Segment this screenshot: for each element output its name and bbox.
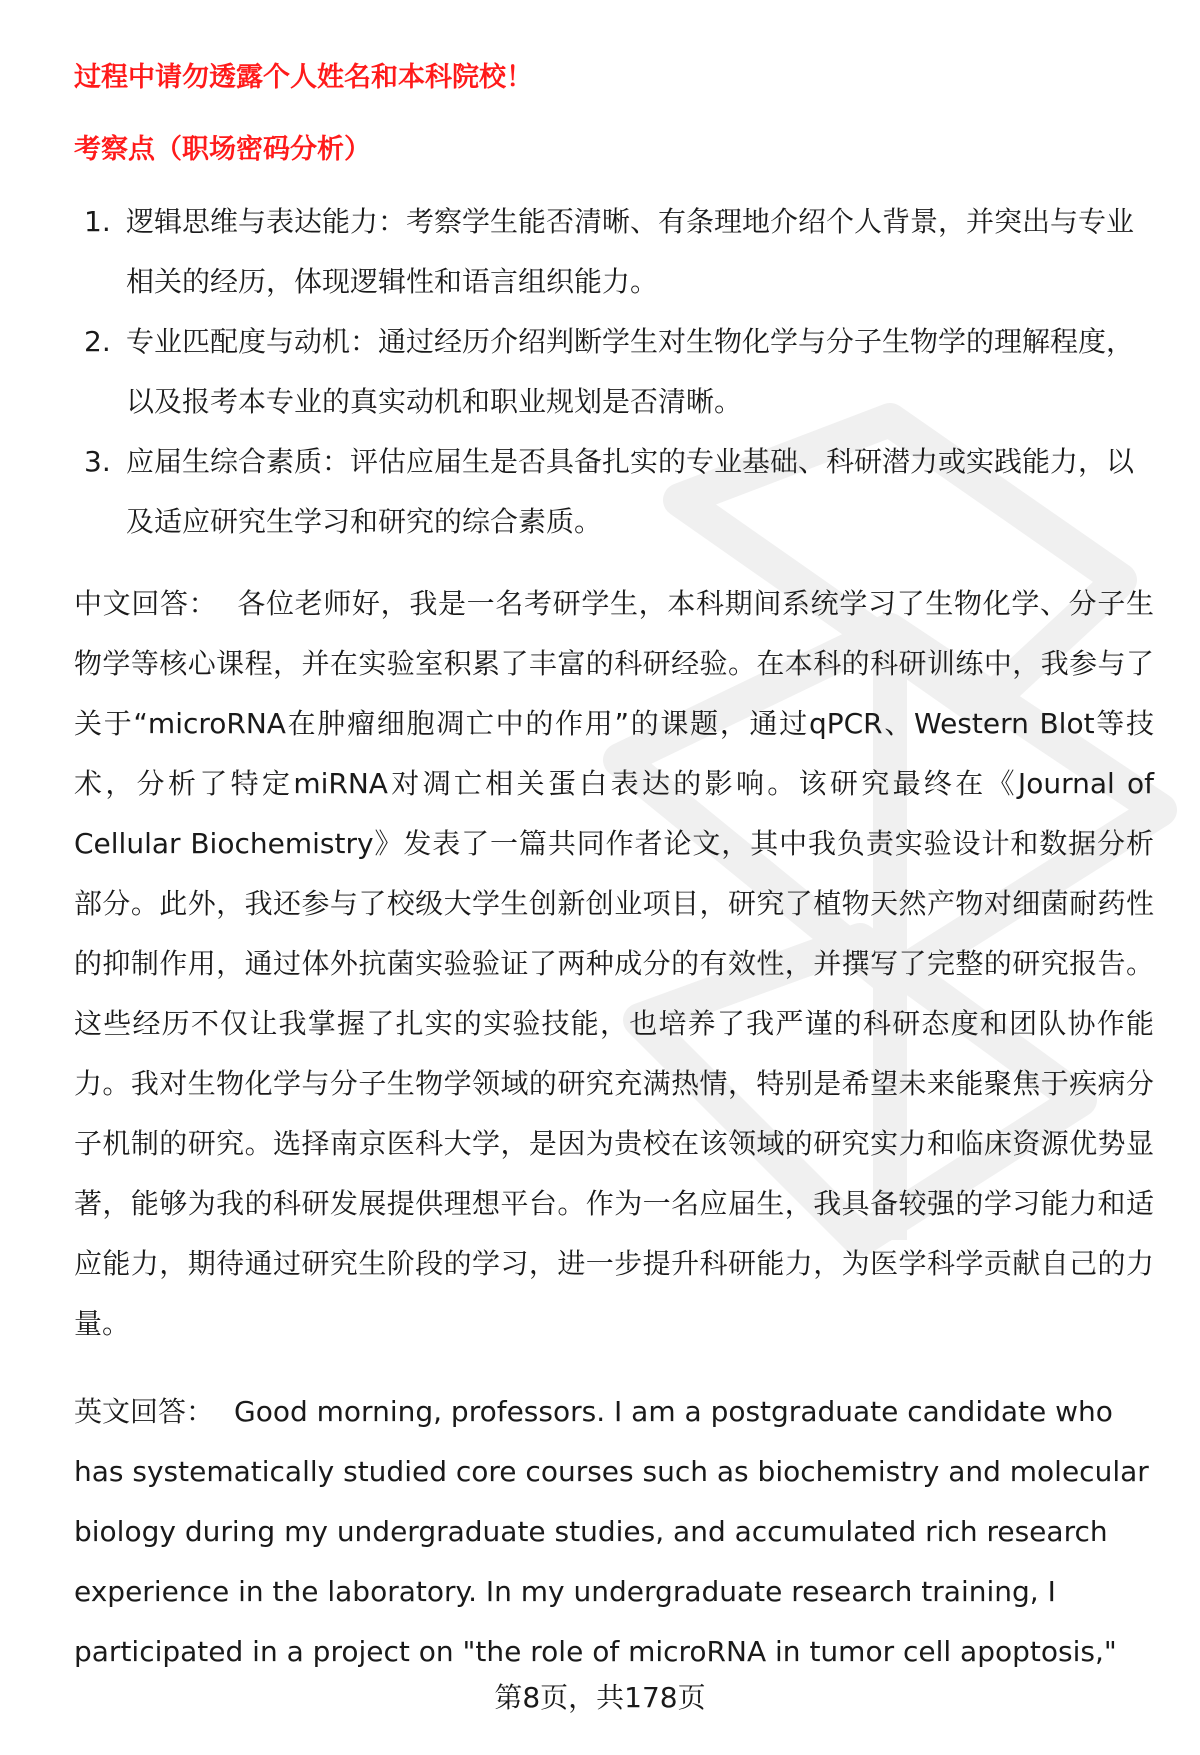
assessment-points-list (74, 192, 1154, 552)
list-item (74, 192, 1154, 312)
english-answer-label: 英文回答： (74, 1395, 215, 1428)
list-item-text: 应届生综合素质：评估应届生是否具备扎实的专业基础、科研潜力或实践能力，以及适应研究生学习和研究的综合素质。 (126, 445, 1135, 538)
list-item (74, 432, 1154, 552)
chinese-answer-text: 各位老师好，我是一名考研学生，本科期间系统学习了生物化学、分子生物学等核心课程，并在实验室积累了丰富的科研经验。在本科的科研训练中，我参与了关于“microRNA在肿瘤细胞凋亡中的作用”的课题，通过qPCR、Western Blot等技术，分析了特定miRNA对凋亡相关蛋白表达的影响。该研究最终在《Journal of Cellular Biochemistry》发表了一篇共同作者论文，其中我负责实验设计和数据分析部分。此外，我还参与了校级大学生创新创业项目，研究了植物天然产物对细菌耐药性的抑制作用，通过体外抗菌实验验证了两种成分的有效性，并撰写了完整的研究报告。这些经历不仅让我掌握了扎实的实验技能，也培养了我严谨的科研态度和团队协作能力。我对生物化学与分子生物学领域的研究充满热情，特别是希望未来能聚焦于疾病分子机制的研究。选择南京医科大学，是因为贵校在该领域的研究实力和临床资源优势显著，能够为我的科研发展提供理想平台。作为一名应届生，我具备较强的学习能力和适应能力，期待通过研究生阶段的学习，进一步提升科研能力，为医学科学贡献自己的力量。 (74, 587, 1154, 1340)
chinese-answer-paragraph (74, 574, 1154, 1354)
chinese-answer-label: 中文回答： (74, 587, 218, 620)
english-answer-paragraph (74, 1382, 1154, 1682)
list-item-number: 1. (84, 205, 111, 238)
privacy-warning: 过程中请勿透露个人姓名和本科院校！ (74, 62, 533, 93)
document-content (74, 58, 1154, 1682)
list-item-text: 专业匹配度与动机：通过经历介绍判断学生对生物化学与分子生物学的理解程度，以及报考本专业的真实动机和职业规划是否清晰。 (126, 325, 1135, 418)
list-item-text: 逻辑思维与表达能力：考察学生能否清晰、有条理地介绍个人背景，并突出与专业相关的经历，体现逻辑性和语言组织能力。 (126, 205, 1135, 298)
list-item-number: 2. (84, 325, 111, 358)
english-answer-text: Good morning, professors. I am a postgraduate candidate who has systematically studied core courses such as biochemistry and molecular biology during my undergraduate studies, and accumulated rich research experience in the laboratory. In my undergraduate research training, I participated in a project on "the role of microRNA in tumor cell apoptosis," (74, 1395, 1149, 1668)
list-item-number: 3. (84, 445, 111, 478)
page-number-footer: 第8页，共178页 (494, 1681, 706, 1714)
section-title: 考察点（职场密码分析） (74, 134, 371, 165)
list-item (74, 312, 1154, 432)
